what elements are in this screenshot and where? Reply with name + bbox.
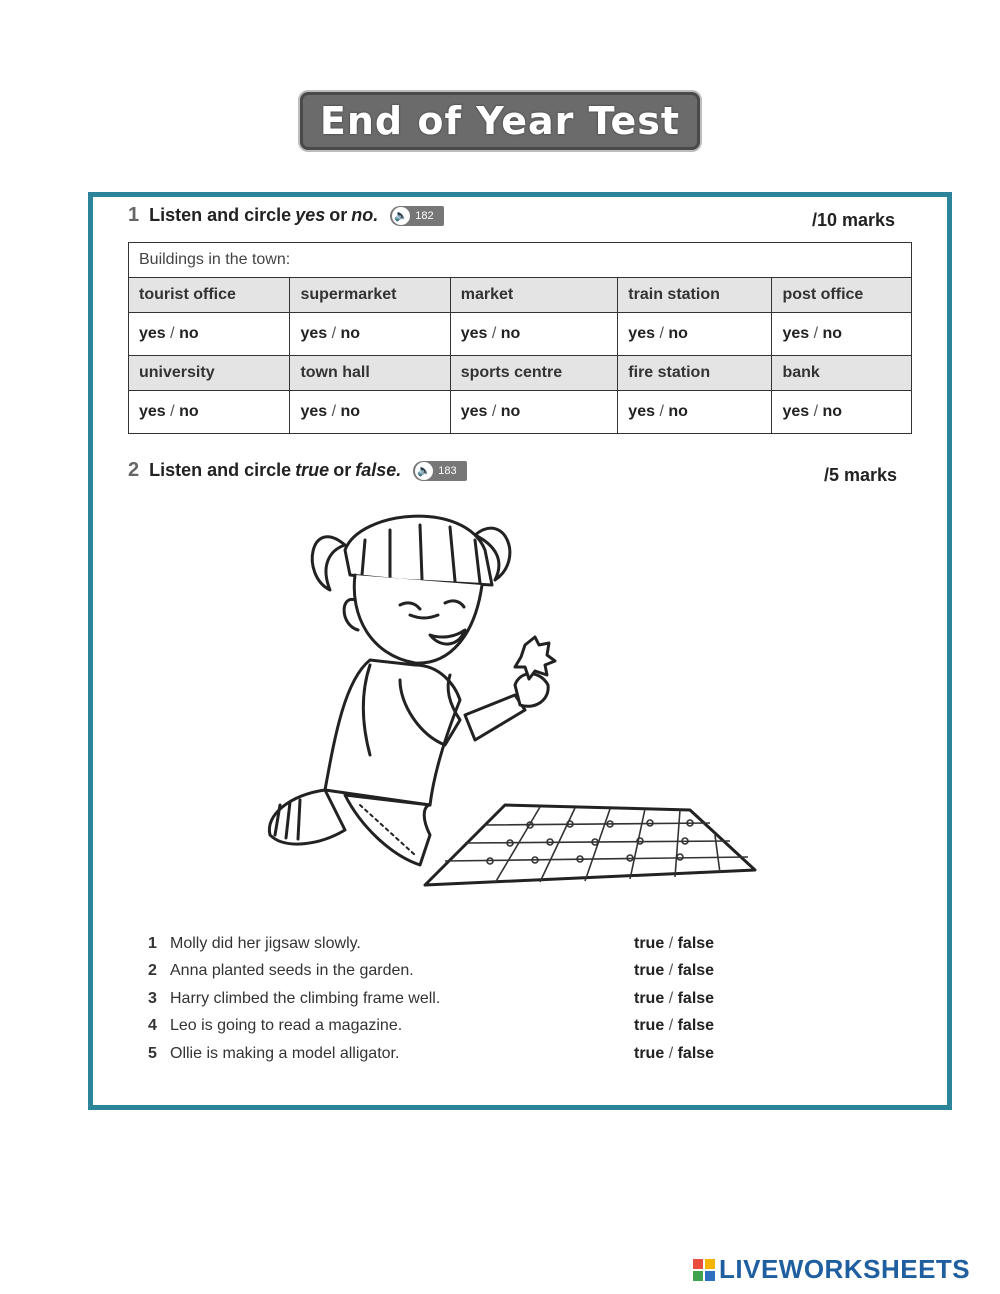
separator: / (170, 325, 175, 342)
separator: / (813, 325, 819, 342)
place-cell: tourist office (129, 278, 290, 313)
yes-no-choice[interactable] (290, 313, 450, 356)
statement-number: 1 (148, 934, 157, 952)
statement-text: Molly did her jigsaw slowly. (170, 934, 361, 952)
place-cell: fire station (618, 356, 772, 391)
no-option[interactable]: no (668, 325, 688, 342)
statement-text: Harry climbed the climbing frame well. (170, 989, 441, 1007)
section1-instruction: Listen and circle (149, 205, 292, 225)
yes-no-choice[interactable] (618, 391, 772, 434)
separator: / (491, 403, 497, 420)
place-cell: university (129, 356, 290, 391)
place-cell: train station (618, 278, 772, 313)
true-option[interactable]: true (634, 1044, 665, 1062)
statement-text: Anna planted seeds in the garden. (170, 962, 414, 980)
yes-option[interactable]: yes (628, 403, 655, 420)
yes-option[interactable]: yes (782, 325, 810, 342)
no-option[interactable]: no (822, 325, 843, 342)
place-cell: supermarket (290, 278, 450, 313)
separator: / (170, 403, 175, 420)
yes-option[interactable]: yes (139, 403, 166, 420)
no-option[interactable]: no (179, 325, 199, 342)
speaker-icon: 🔈 (392, 207, 410, 225)
yes-no-choice[interactable] (772, 391, 912, 434)
list-item (148, 985, 768, 1013)
section2-word1: true (295, 460, 330, 480)
no-option[interactable]: no (668, 403, 688, 420)
girl-jigsaw-illustration (250, 505, 760, 890)
true-false-choice[interactable] (634, 1045, 714, 1063)
list-item (148, 1040, 768, 1068)
section2-audio-button[interactable] (413, 461, 466, 481)
page-title: End of Year Test (300, 92, 700, 150)
separator: / (668, 1017, 674, 1035)
table-row (129, 356, 912, 391)
buildings-table (128, 242, 912, 434)
statement-number: 2 (148, 962, 157, 980)
true-option[interactable]: true (634, 962, 665, 980)
table-row (129, 313, 912, 356)
false-option[interactable]: false (677, 934, 715, 952)
yes-no-choice[interactable] (290, 391, 450, 434)
statement-number: 4 (148, 1017, 157, 1035)
section1-audio-track: 182 (415, 209, 434, 222)
yes-option[interactable]: yes (782, 403, 810, 420)
place-cell: bank (772, 356, 912, 391)
logo-block (705, 1271, 715, 1281)
speaker-icon: 🔈 (415, 462, 433, 480)
table-row (129, 391, 912, 434)
section2-marks: /5 marks (824, 465, 898, 485)
no-option[interactable]: no (340, 325, 361, 342)
yes-no-choice[interactable] (772, 313, 912, 356)
true-option[interactable]: true (634, 989, 665, 1007)
true-false-choice[interactable] (634, 935, 714, 953)
yes-no-choice[interactable] (450, 391, 618, 434)
logo-block (693, 1271, 703, 1281)
place-cell: market (450, 278, 618, 313)
statements-list (148, 930, 768, 1068)
place-cell: post office (772, 278, 912, 313)
yes-no-choice[interactable] (129, 391, 290, 434)
section1-marks: /10 marks (812, 210, 896, 230)
false-option[interactable]: false (677, 989, 715, 1007)
table-caption: Buildings in the town: (129, 243, 912, 278)
yes-option[interactable]: yes (300, 325, 328, 342)
true-option[interactable]: true (634, 1017, 665, 1035)
separator: / (659, 325, 664, 342)
section1-connector: or (329, 205, 348, 225)
yes-option[interactable]: yes (139, 325, 166, 342)
list-item (148, 958, 768, 986)
statement-text: Ollie is making a model alligator. (170, 1044, 400, 1062)
section2-connector: or (333, 460, 352, 480)
statement-text: Leo is going to read a magazine. (170, 1017, 403, 1035)
separator: / (659, 403, 664, 420)
yes-no-choice[interactable] (618, 313, 772, 356)
section2-word2: false. (355, 460, 402, 480)
separator: / (491, 325, 497, 342)
statement-number: 5 (148, 1044, 157, 1062)
true-false-choice[interactable] (634, 962, 714, 980)
separator: / (331, 403, 337, 420)
logo-text: LIVEWORKSHEETS (719, 1254, 971, 1284)
section1-audio-button[interactable] (390, 206, 443, 226)
separator: / (668, 989, 674, 1007)
section2-instruction: Listen and circle (149, 460, 292, 480)
separator: / (331, 325, 337, 342)
true-false-choice[interactable] (634, 990, 714, 1008)
true-option[interactable]: true (634, 934, 665, 952)
no-option[interactable]: no (822, 403, 843, 420)
liveworksheets-logo (693, 1254, 970, 1285)
no-option[interactable]: no (179, 403, 199, 420)
yes-option[interactable]: yes (460, 325, 488, 342)
list-item (148, 930, 768, 958)
separator: / (668, 1044, 674, 1062)
no-option[interactable]: no (340, 403, 361, 420)
section2-number: 2 (128, 459, 140, 481)
yes-option[interactable]: yes (460, 403, 488, 420)
false-option[interactable]: false (677, 1017, 715, 1035)
logo-blocks-icon (693, 1259, 715, 1281)
list-item (148, 1013, 768, 1041)
section2-audio-track: 183 (438, 464, 457, 477)
section1-word1: yes (295, 205, 326, 225)
yes-option[interactable]: yes (628, 325, 655, 342)
place-cell: town hall (290, 356, 450, 391)
place-cell: sports centre (450, 356, 618, 391)
no-option[interactable]: no (500, 325, 521, 342)
yes-no-choice[interactable] (129, 313, 290, 356)
section2-heading (128, 459, 467, 482)
yes-option[interactable]: yes (300, 403, 328, 420)
logo-block (693, 1259, 703, 1269)
false-option[interactable]: false (677, 1044, 715, 1062)
separator: / (813, 403, 819, 420)
section1-heading (128, 204, 444, 227)
table-row (129, 278, 912, 313)
logo-block (705, 1259, 715, 1269)
no-option[interactable]: no (500, 403, 521, 420)
separator: / (668, 934, 674, 952)
separator: / (668, 962, 674, 980)
section1-word2: no. (351, 205, 379, 225)
statement-number: 3 (148, 989, 157, 1007)
true-false-choice[interactable] (634, 1017, 714, 1035)
section1-number: 1 (128, 204, 140, 226)
false-option[interactable]: false (677, 962, 715, 980)
yes-no-choice[interactable] (450, 313, 618, 356)
